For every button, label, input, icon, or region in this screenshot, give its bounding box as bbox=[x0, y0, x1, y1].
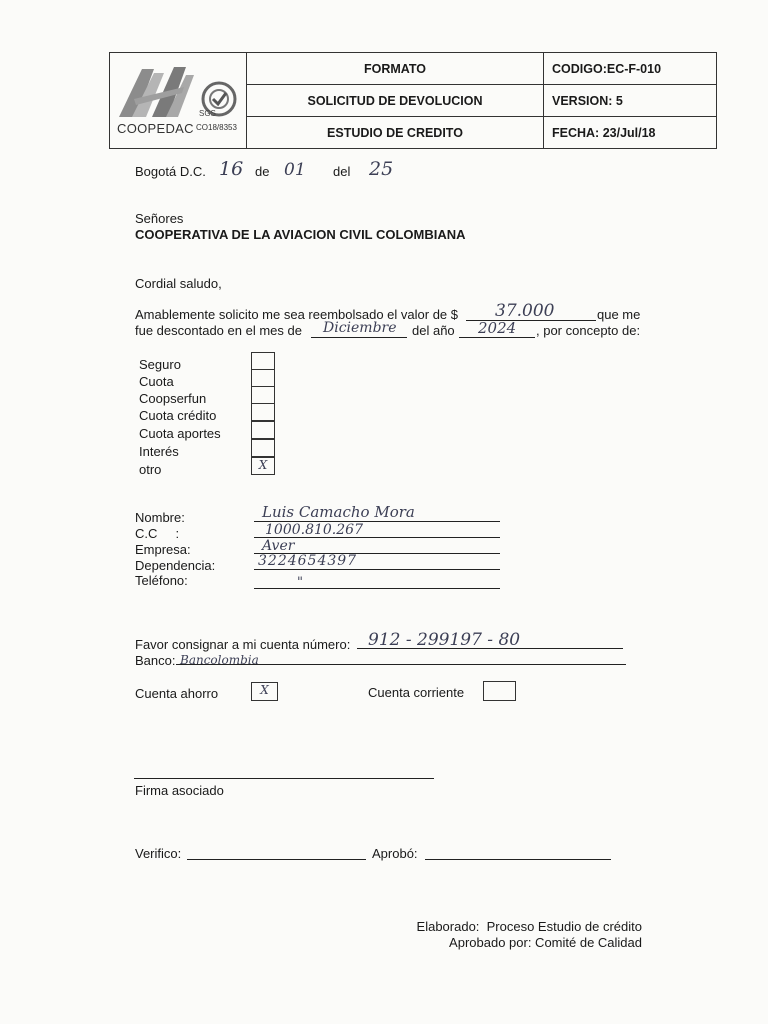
account-number[interactable]: 912 - 299197 - 80 bbox=[368, 630, 521, 650]
request-line2-suffix: , por concepto de: bbox=[536, 323, 641, 338]
cert-code: CO18/8353 bbox=[196, 123, 237, 132]
request-line1-suffix: que me bbox=[597, 307, 641, 322]
nombre-label: Nombre: bbox=[135, 510, 185, 525]
concept-label-otro: otro bbox=[139, 462, 162, 477]
checkbox-interes[interactable] bbox=[251, 439, 275, 457]
signature-label: Firma asociado bbox=[135, 783, 224, 798]
date-month: 01 bbox=[284, 160, 306, 180]
date-year: 25 bbox=[369, 158, 394, 180]
header-date-cell: FECHA: 23/Jul/18 bbox=[544, 117, 717, 149]
cert-sgs-label: SGS bbox=[199, 109, 216, 118]
header-code-cell: CODIGO:EC-F-010 bbox=[544, 53, 717, 85]
telefono-label: Teléfono: bbox=[135, 573, 188, 588]
bank-label: Banco: bbox=[135, 653, 176, 668]
concept-label-cuota-credito: Cuota crédito bbox=[139, 408, 217, 423]
bank-value[interactable]: Bancolombia bbox=[180, 653, 259, 667]
header-version-cell: VERSION: 5 bbox=[544, 85, 717, 117]
date-day: 16 bbox=[219, 158, 244, 180]
salutation: Cordial saludo, bbox=[135, 276, 222, 291]
aprobo-label: Aprobó: bbox=[372, 846, 418, 861]
request-amount: 37.000 bbox=[495, 301, 555, 321]
concept-label-cuota-aportes: Cuota aportes bbox=[139, 426, 221, 441]
header-title-cell: SOLICITUD DE DEVOLUCION bbox=[247, 85, 544, 117]
cc-value[interactable]: 1000.810.267 bbox=[265, 522, 363, 538]
footer bbox=[417, 919, 642, 951]
request-month: Diciembre bbox=[323, 320, 397, 336]
month-underline bbox=[311, 337, 407, 338]
ahorro-mark: X bbox=[260, 683, 269, 697]
header-format-cell: FORMATO bbox=[247, 53, 544, 85]
account-underline bbox=[357, 648, 623, 649]
corriente-checkbox[interactable] bbox=[483, 681, 516, 701]
checkbox-cuota[interactable] bbox=[251, 369, 275, 387]
dependencia-label: Dependencia: bbox=[135, 558, 216, 573]
checkbox-cuota-aportes[interactable] bbox=[251, 421, 275, 439]
empresa-value[interactable]: Aver bbox=[262, 538, 295, 554]
logo-cell bbox=[110, 53, 247, 149]
cc-label: C.C : bbox=[135, 526, 180, 541]
concept-label-cuota: Cuota bbox=[139, 374, 174, 389]
checkbox-seguro[interactable] bbox=[251, 352, 275, 370]
checkbox-otro[interactable] bbox=[251, 457, 275, 475]
footer-elaborado: Elaborado: Proceso Estudio de crédito bbox=[416, 919, 642, 934]
concept-label-interes: Interés bbox=[139, 444, 179, 459]
request-line2-prefix: fue descontado en el mes de bbox=[135, 323, 302, 338]
coopedac-logo-icon bbox=[114, 59, 244, 125]
telefono-underline bbox=[254, 588, 500, 589]
account-label: Favor consignar a mi cuenta número: bbox=[135, 637, 351, 652]
verifico-label: Verifico: bbox=[135, 846, 182, 861]
nombre-value[interactable]: Luis Camacho Mora bbox=[262, 503, 415, 521]
city-label: Bogotá D.C. bbox=[135, 164, 206, 179]
dependencia-value[interactable]: 3224654397 bbox=[258, 553, 358, 569]
dependencia-underline bbox=[254, 569, 500, 570]
header-table bbox=[109, 52, 717, 149]
request-line1-prefix: Amablemente solicito me sea reembolsado el valor de $ bbox=[135, 307, 459, 322]
header-area-cell: ESTUDIO DE CREDITO bbox=[247, 117, 544, 149]
aprobo-line[interactable] bbox=[425, 859, 611, 860]
logo-name: COOPEDAC bbox=[117, 121, 194, 136]
checkbox-coopserfun[interactable] bbox=[251, 386, 275, 404]
verifico-line[interactable] bbox=[187, 859, 366, 860]
request-year: 2024 bbox=[478, 319, 517, 337]
recipient-org: COOPERATIVA DE LA AVIACION CIVIL COLOMBIANA bbox=[135, 227, 466, 242]
bank-underline bbox=[176, 664, 626, 665]
date-de-label: de bbox=[255, 164, 270, 179]
ahorro-label: Cuenta ahorro bbox=[135, 686, 219, 701]
date-del-label: del bbox=[333, 164, 351, 179]
ahorro-checkbox[interactable] bbox=[251, 682, 278, 701]
signature-line[interactable] bbox=[134, 778, 434, 779]
concept-label-seguro: Seguro bbox=[139, 357, 181, 372]
checkbox-cuota-credito[interactable] bbox=[251, 403, 275, 421]
footer-aprobado: Aprobado por: Comité de Calidad bbox=[449, 935, 642, 950]
checkbox-otro-mark: X bbox=[258, 458, 268, 472]
corriente-label: Cuenta corriente bbox=[368, 685, 465, 700]
concept-label-coopserfun: Coopserfun bbox=[139, 391, 207, 406]
empresa-label: Empresa: bbox=[135, 542, 191, 557]
telefono-value[interactable]: " bbox=[297, 575, 303, 590]
recipient-title: Señores bbox=[135, 211, 184, 226]
request-year-label: del año bbox=[412, 323, 455, 338]
year-underline bbox=[459, 337, 535, 338]
